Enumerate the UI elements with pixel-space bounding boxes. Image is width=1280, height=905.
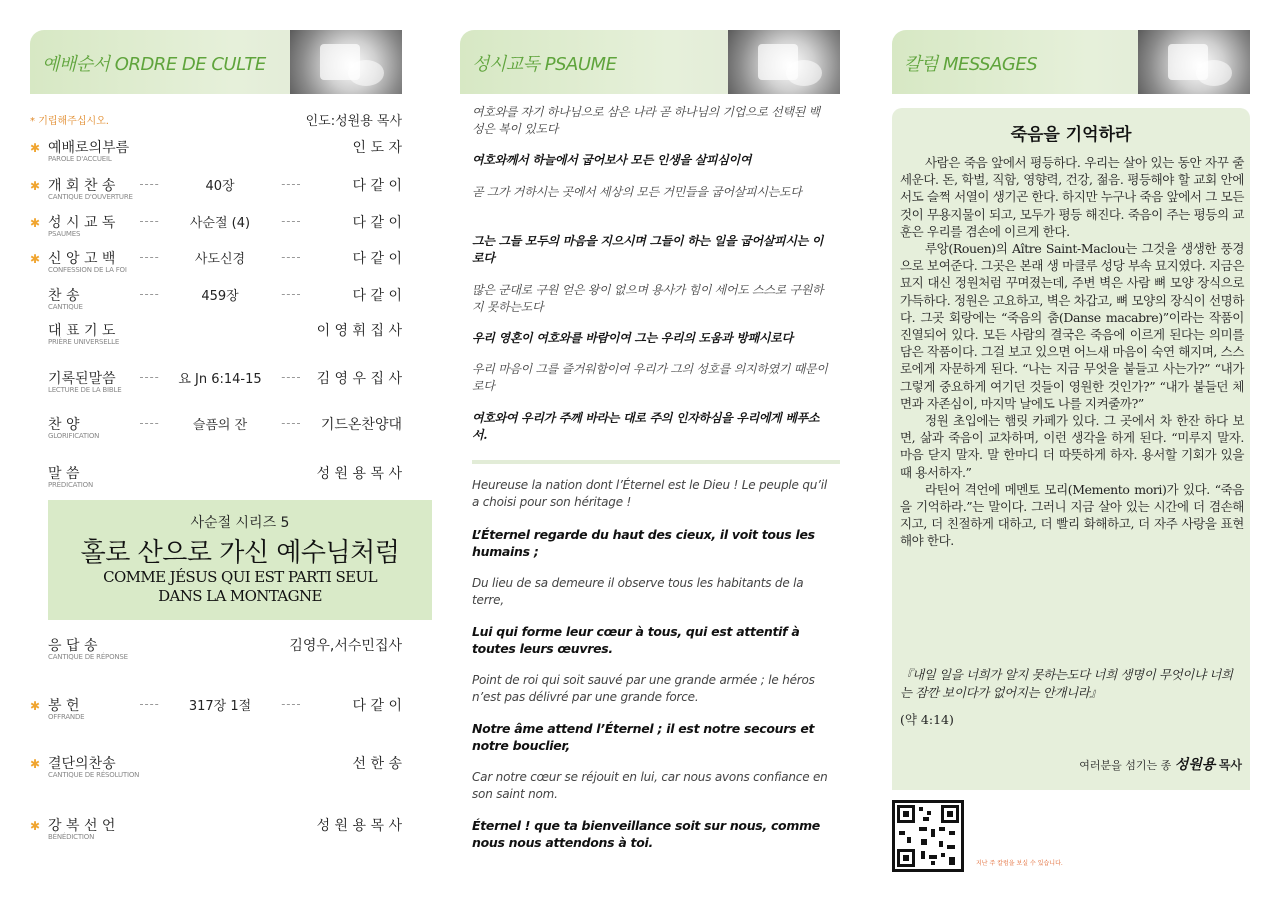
worship-item-label-fr: LECTURE DE LA BIBLE	[48, 386, 122, 394]
psalm-ko-verse: 그는 그들 모두의 마음을 지으시며 그들이 하는 일을 굽어살피시는 이로다	[472, 234, 824, 265]
message-box	[892, 108, 1250, 790]
psalm-fr-verse: Éternel ! que ta bienveillance soit sur nous, comme nous nous attendons à toi.	[472, 818, 820, 850]
worship-item-detail: 40장	[160, 175, 280, 194]
banner-photo	[728, 30, 840, 94]
worship-item-label-fr: CANTIQUE D'OUVERTURE	[48, 193, 133, 201]
worship-item-label-fr: GLORIFICATION	[48, 432, 100, 440]
worship-item-label-fr: PRÉDICATION	[48, 481, 93, 489]
scripture-quote: 『내일 일을 너희가 알지 못하는도다 너희 생명이 무엇이냐 너희는 잠깐 보이다가 없어지는 안개니라』	[900, 667, 1233, 700]
worship-item-label-fr: PSAUMES	[48, 230, 81, 238]
qr-code-icon[interactable]	[892, 800, 964, 872]
message-paragraph: 정원 초입에는 햄릿 카페가 있다. 그 곳에서 차 한잔 하다 보면, 삶과 죽음이 교차하며, 이런 생각을 하게 된다. “미루지 말자. 마음 닫지 말자. 말 한마디 더 따뜻하게 하자. 용서할 기회가 있을 때 용서하자.”	[900, 413, 1244, 480]
qr-note: 지난 주 칼럼을 보실 수 있습니다.	[976, 860, 1063, 867]
worship-item-label: 봉 헌	[48, 698, 80, 714]
worship-item-label-fr: OFFRANDE	[48, 713, 85, 721]
message-body	[900, 154, 1244, 550]
psalm-banner	[460, 30, 840, 94]
stand-marker-icon: ✱	[30, 252, 41, 266]
message-title: 죽음을 기억하라	[1010, 125, 1132, 145]
stand-marker-icon: ✱	[30, 141, 41, 155]
signature	[1079, 754, 1242, 774]
worship-item-leader: 이 영 휘 집 사	[316, 323, 402, 339]
worship-item-label: 기록된말씀	[48, 371, 116, 387]
stand-marker-icon: ✱	[30, 179, 41, 193]
worship-item-leader: 다 같 이	[352, 215, 402, 231]
psalm-fr-verse: Car notre cœur se réjouit en lui, car nous avons confiance en son saint nom.	[472, 770, 828, 801]
banner-photo-cup	[1138, 30, 1250, 94]
signature-name: 성원용	[1174, 757, 1216, 773]
worship-item-label: 응 답 송	[48, 638, 98, 654]
psalm-fr-verse: Heureuse la nation dont l’Éternel est le Dieu ! Le peuple qu’il a choisi pour son héritage !	[472, 478, 828, 509]
sermon-series: 사순절 시리즈 5	[190, 515, 290, 531]
psalm-fr-verse: Notre âme attend l’Éternel ; il est notre secours et notre bouclier,	[472, 721, 815, 753]
worship-banner	[30, 30, 402, 94]
sermon-title-fr: COMME JÉSUS QUI EST PARTI SEUL DANS LA MONTAGNE	[103, 568, 377, 605]
message-paragraph: 라틴어 격언에 메멘토 모리(Memento mori)가 있다. “죽음을 기억하라.”는 말이다. 그러니 지금 살아 있는 시간에 더 겸손해지고, 더 친절하게 대하고, 더 빨리 화해하고, 더 자주 사랑을 표현해야 한다.	[900, 481, 1244, 549]
scripture-reference: (약 4:14)	[900, 712, 954, 727]
worship-item-leader: 김영우,서수민집사	[289, 638, 402, 654]
worship-item-leader: 선 한 송	[352, 756, 402, 772]
worship-item-label: 대 표 기 도	[48, 323, 116, 339]
worship-item-leader: 다 같 이	[352, 178, 402, 194]
worship-banner-title: 예배순서 ORDRE DE CULTE	[42, 54, 266, 75]
worship-item-leader: 다 같 이	[352, 288, 402, 304]
worship-item-leader: 성 원 용 목 사	[316, 818, 402, 834]
worship-item-label-fr: CANTIQUE DE RÉSOLUTION	[48, 771, 140, 779]
worship-item-leader: 인 도 자	[352, 140, 402, 156]
worship-item-label-fr: PRIÈRE UNIVERSELLE	[48, 338, 120, 346]
psalm-fr-verse: Point de roi qui soit sauvé par une grande armée ; le héros n’est pas délivré par une grande force.	[472, 673, 815, 704]
stand-marker-icon: ✱	[30, 819, 41, 833]
worship-item-label: 찬 양	[48, 417, 80, 433]
sermon-title-ko: 홀로 산으로 가신 예수님처럼	[80, 538, 400, 568]
psalm-ko-verse: 우리 마음이 그를 즐거워함이여 우리가 그의 성호를 의지하였기 때문이로다	[472, 362, 828, 393]
stand-marker-icon: ✱	[30, 757, 41, 771]
message-paragraph: 루앙(Rouen)의 Aître Saint-Maclou는 그것을 생생한 풍경으로 보여준다. 그곳은 본래 생 마클루 성당 부속 묘지였다. 지금은 묘지 대신 정원처럼 꾸며졌는데, 주변 벽은 사람 뼈 모양 장식으로 가득하다. 정원은 고요하고, 벽은 차갑고, 뼈 모양의 장식이 선명하다. 그곳 회랑에는 “죽음의 춤(Danse macabre)”이라는 작품이 진열되어 있다. 모든 사람의 결국은 죽음에 이르게 된다는 의미를 담은 작품이다. 그걸 보고 있으면 어느새 마음이 숙연 해지며, 스스로에게 자문하게 된다. “나는 지금 무엇을 붙들고 사는가?” “내가 그렇게 중요하게 여기던 것들이 영원한 것인가?” “내가 붙들던 체면과 자존심이, 마지막 날에도 나를 지켜줄까?”	[900, 241, 1244, 411]
worship-item-leader: 기드온찬양대	[320, 417, 402, 433]
worship-item-leader: 다 같 이	[352, 251, 402, 267]
psalm-banner-title: 성시교독 PSAUME	[472, 54, 617, 75]
sermon-box	[48, 500, 432, 620]
worship-item-label: 강 복 선 언	[48, 818, 116, 834]
worship-item-label: 신 앙 고 백	[48, 251, 116, 267]
psalm-fr-verse: Lui qui forme leur cœur à tous, qui est attentif à toutes leurs œuvres.	[472, 624, 800, 656]
worship-item-label: 성 시 교 독	[48, 215, 116, 231]
worship-item-label: 찬 송	[48, 288, 80, 304]
worship-item-detail: 사순절 (4)	[160, 212, 280, 231]
message-banner	[892, 30, 1250, 94]
section-divider	[472, 460, 840, 464]
stand-marker-icon: ✱	[30, 216, 41, 230]
worship-item-label-fr: BÉNÉDICTION	[48, 833, 95, 841]
stand-note: * 기립해주십시오.	[30, 116, 109, 127]
worship-item-label-fr: CONFESSION DE LA FOI	[48, 266, 127, 274]
worship-item-label-fr: PAROLE D'ACCUEIL	[48, 155, 112, 163]
worship-item-leader: 성 원 용 목 사	[316, 466, 402, 482]
worship-item-label: 결단의찬송	[48, 756, 116, 772]
psalm-ko-verse: 우리 영혼이 여호와를 바람이여 그는 우리의 도움과 방패시로다	[472, 331, 793, 345]
worship-item-label-fr: CANTIQUE	[48, 303, 83, 311]
worship-item-detail: 사도신경	[160, 248, 280, 267]
psalm-fr-verse: Du lieu de sa demeure il observe tous les habitants de la terre,	[472, 576, 804, 607]
worship-item-detail: 459장	[160, 285, 280, 304]
worship-item-leader: 김 영 우 집 사	[316, 371, 402, 387]
service-leader: 인도:성원용 목사	[305, 114, 402, 129]
worship-item-label-fr: CANTIQUE DE RÉPONSE	[48, 653, 128, 661]
worship-item-detail: 요 Jn 6:14-15	[160, 368, 280, 387]
psalm-fr-verse: L’Éternel regarde du haut des cieux, il voit tous les humains ;	[472, 527, 815, 559]
banner-photo	[290, 30, 402, 94]
signature-prefix: 여러분을 섬기는 종	[1079, 759, 1172, 772]
worship-item-label: 예배로의부름	[48, 140, 130, 156]
pray-row	[30, 110, 402, 130]
worship-item-leader: 다 같 이	[352, 698, 402, 714]
psalm-ko-verse: 여호와를 자기 하나님으로 삼은 나라 곧 하나님의 기업으로 선택된 백성은 복이 있도다	[472, 105, 820, 136]
worship-item-label: 말 씀	[48, 466, 80, 482]
worship-item-label: 개 회 찬 송	[48, 178, 116, 194]
psalm-ko-verse: 여호와께서 하늘에서 굽어보사 모든 인생을 살피심이여	[472, 153, 752, 167]
worship-item-detail: 317장 1절	[160, 695, 280, 714]
psalm-ko-verse: 여호와여 우리가 주께 바라는 대로 주의 인자하심을 우리에게 베푸소서.	[472, 411, 820, 442]
message-paragraph: 사람은 죽음 앞에서 평등하다. 우리는 살아 있는 동안 자꾸 줄 세운다. 돈, 학벌, 직함, 영향력, 건강, 젊음. 평등해야 할 교회 안에서도 슬쩍 서열이 생기곤 한다. 하지만 누구나 죽음 앞에서 그 모든 것이 무용지물이 되고, 모두가 평등 해진다. 죽음이 주는 평등의 교훈은 우리를 겸손에 이르게 한다.	[900, 155, 1244, 239]
psalm-ko-verse: 곧 그가 거하시는 곳에서 세상의 모든 거민들을 굽어살피시는도다	[472, 185, 802, 199]
psalm-ko-verse: 많은 군대로 구원 얻은 왕이 없으며 용사가 힘이 세어도 스스로 구원하지 못하는도다	[472, 283, 824, 314]
signature-title: 목사	[1218, 758, 1242, 772]
stand-marker-icon: ✱	[30, 699, 41, 713]
message-banner-title: 칼럼 MESSAGES	[904, 54, 1038, 75]
worship-item-detail: 슬픔의 잔	[160, 414, 280, 433]
